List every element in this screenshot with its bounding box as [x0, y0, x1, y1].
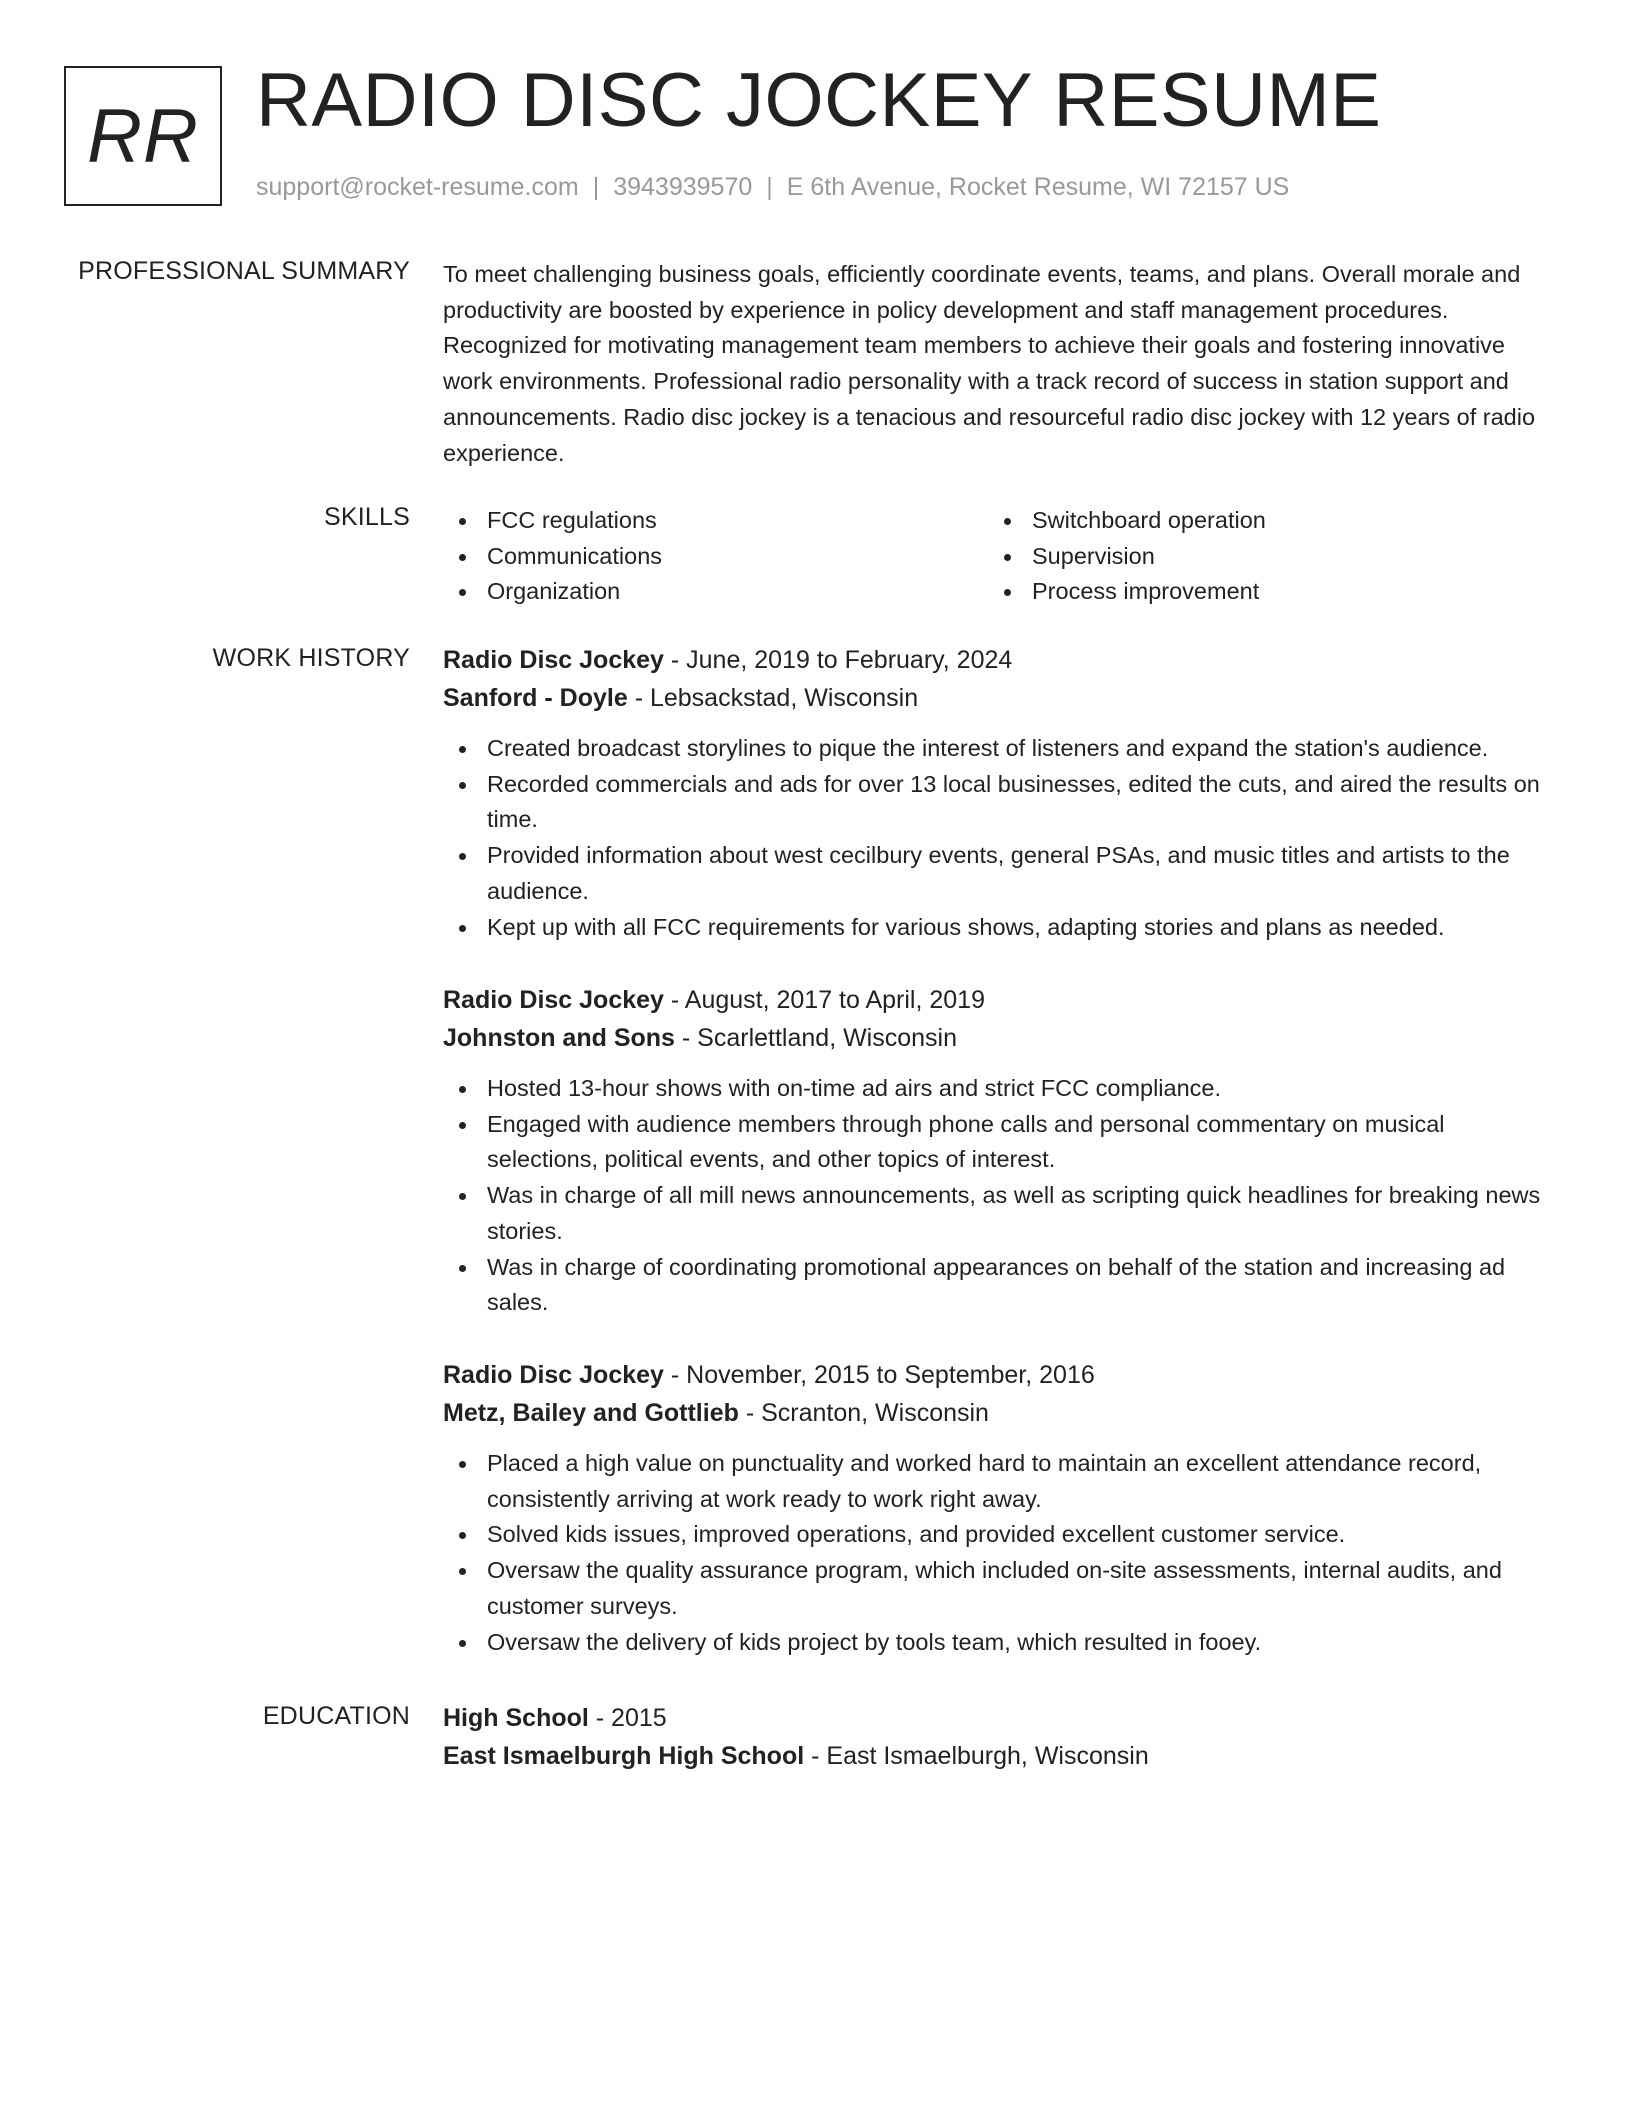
job-location: - Lebsackstad, Wisconsin: [627, 684, 919, 712]
summary-section: [443, 257, 1553, 471]
job-company: Sanford - Doyle: [443, 684, 628, 712]
skill-item: Communications: [443, 539, 988, 575]
job-title-line: [443, 641, 1553, 679]
job-bullet: Oversaw the delivery of kids project by tools team, which resulted in fooey.: [443, 1625, 1553, 1661]
skill-item: Supervision: [988, 539, 1533, 575]
job-bullet: Was in charge of coordinating promotional appearances on behalf of the station and increasing ad sales.: [443, 1250, 1553, 1321]
job-bullet: Was in charge of all mill news announcements, as well as scripting quick headlines for breaking news stories.: [443, 1178, 1553, 1249]
skill-item: Switchboard operation: [988, 503, 1533, 539]
contact-separator: |: [592, 173, 600, 201]
education-year: - 2015: [588, 1704, 667, 1732]
skills-list-right: [988, 503, 1533, 610]
contact-line: [256, 173, 1289, 202]
job-title-line: [443, 1356, 1553, 1394]
job-title: Radio Disc Jockey: [443, 986, 664, 1014]
job-company: Metz, Bailey and Gottlieb: [443, 1399, 739, 1427]
job-bullet: Created broadcast storylines to pique the interest of listeners and expand the station's audience.: [443, 731, 1553, 767]
education-section: [443, 1699, 1553, 1775]
job-location: - Scranton, Wisconsin: [738, 1399, 989, 1427]
education-heading: EDUCATION: [262, 1702, 410, 1730]
job-entry: [443, 641, 1553, 945]
summary-heading: PROFESSIONAL SUMMARY: [78, 257, 410, 285]
job-bullet: Engaged with audience members through phone calls and personal commentary on musical selections, political events, and other topics of interest.: [443, 1107, 1553, 1178]
job-bullet: Hosted 13-hour shows with on-time ad airs and strict FCC compliance.: [443, 1071, 1553, 1107]
education-school-line: [443, 1737, 1553, 1775]
skills-list-left: [443, 503, 988, 610]
job-bullet: Provided information about west cecilbury events, general PSAs, and music titles and artists to the audience.: [443, 838, 1553, 909]
job-entry: [443, 981, 1553, 1321]
job-bullets: [443, 1446, 1553, 1660]
job-bullets: [443, 731, 1553, 945]
skill-item: Organization: [443, 574, 988, 610]
skill-item: Process improvement: [988, 574, 1533, 610]
skill-item: FCC regulations: [443, 503, 988, 539]
job-bullets: [443, 1071, 1553, 1321]
skills-grid: [443, 503, 1553, 610]
job-entry: [443, 1356, 1553, 1660]
job-dates: - November, 2015 to September, 2016: [663, 1361, 1095, 1389]
education-degree: High School: [443, 1704, 589, 1732]
job-company: Johnston and Sons: [443, 1024, 675, 1052]
job-location: - Scarlettland, Wisconsin: [674, 1024, 957, 1052]
job-bullet: Solved kids issues, improved operations, and provided excellent customer service.: [443, 1517, 1553, 1553]
resume-title: RADIO DISC JOCKEY RESUME: [256, 58, 1382, 143]
job-company-line: [443, 1019, 1553, 1057]
job-title: Radio Disc Jockey: [443, 646, 664, 674]
summary-text: To meet challenging business goals, efficiently coordinate events, teams, and plans. Overall morale and productivity are boosted by experience in policy development and staff management procedures. Recognized for motivating management team members to achieve their goals and fostering innovative work environments. Professional radio personality with a track record of success in station support and announcements. Radio disc jockey is a tenacious and resourceful radio disc jockey with 12 years of radio experience.: [443, 261, 1536, 466]
education-location: - East Ismaelburgh, Wisconsin: [804, 1742, 1149, 1770]
skills-section: [443, 503, 1553, 610]
contact-separator: |: [766, 173, 773, 201]
monogram-logo: RR: [64, 66, 222, 206]
job-bullet: Placed a high value on punctuality and worked hard to maintain an excellent attendance record, consistently arriving at work ready to work right away.: [443, 1446, 1553, 1517]
skills-heading: SKILLS: [324, 503, 410, 531]
job-title-line: [443, 981, 1553, 1019]
contact-address: E 6th Avenue, Rocket Resume, WI 72157 US: [786, 173, 1290, 201]
job-company-line: [443, 679, 1553, 717]
job-bullet: Recorded commercials and ads for over 13 local businesses, edited the cuts, and aired the results on time.: [443, 767, 1553, 838]
contact-phone[interactable]: 3943939570: [613, 173, 753, 201]
job-bullet: Oversaw the quality assurance program, which included on-site assessments, internal audits, and customer surveys.: [443, 1553, 1553, 1624]
job-dates: - June, 2019 to February, 2024: [663, 646, 1013, 674]
job-dates: - August, 2017 to April, 2019: [663, 986, 985, 1014]
job-bullet: Kept up with all FCC requirements for various shows, adapting stories and plans as needed.: [443, 910, 1553, 946]
job-company-line: [443, 1394, 1553, 1432]
contact-email[interactable]: support@rocket-resume.com: [256, 173, 579, 201]
education-degree-line: [443, 1699, 1553, 1737]
education-school: East Ismaelburgh High School: [443, 1742, 805, 1770]
job-title: Radio Disc Jockey: [443, 1361, 664, 1389]
work-history-heading: WORK HISTORY: [212, 644, 410, 672]
